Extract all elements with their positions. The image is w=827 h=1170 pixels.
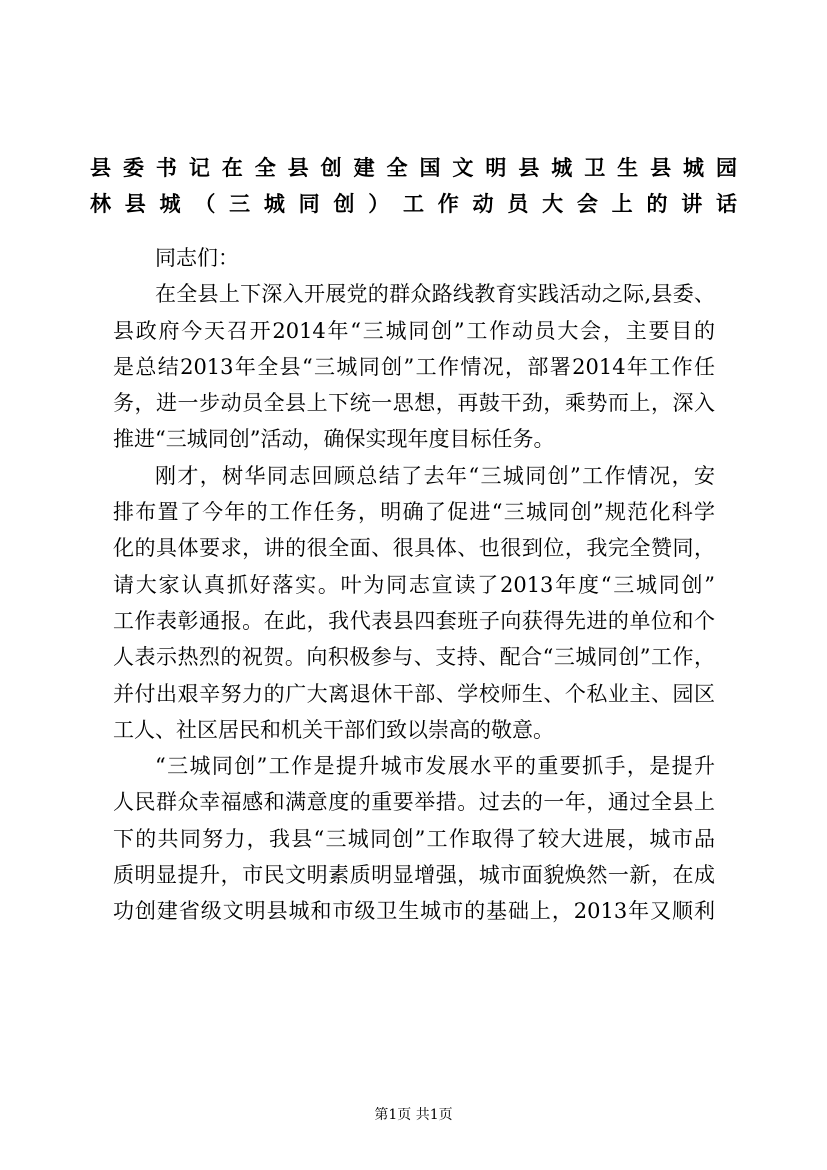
document-body	[113, 240, 715, 930]
paragraph-2-line-7: 并付出艰辛努力的广大离退休干部、学校师生、个私业主、园区	[113, 681, 715, 706]
paragraph-1-line-2: 县政府今天召开2014年“三城同创”工作动员大会，主要目的	[113, 318, 715, 343]
paragraph-3-line-5: 功创建省级文明县城和市级卫生城市的基础上，2013年又顺利	[113, 899, 715, 924]
paragraph-2-line-1: 刚才，树华同志回顾总结了去年“三城同创”工作情况，安	[155, 463, 715, 488]
paragraph-1-line-5: 推进“三城同创”活动，确保实现年度目标任务。	[113, 427, 555, 452]
paragraph-2-line-3: 化的具体要求，讲的很全面、很具体、也很到位，我完全赞同，	[113, 536, 715, 561]
title-line-1: 县委书记在全县创建全国文明县城卫生县城园	[90, 155, 737, 180]
paragraph-2-line-4: 请大家认真抓好落实。叶为同志宣读了2013年度“三城同创”	[113, 572, 715, 597]
paragraph-2-line-8: 工人、社区居民和机关干部们致以崇高的敬意。	[113, 717, 554, 742]
paragraph-3-line-2: 人民群众幸福感和满意度的重要举措。过去的一年，通过全县上	[113, 790, 715, 815]
paragraph-1-line-3: 是总结2013年全县“三城同创”工作情况，部署2014年工作任	[113, 354, 715, 379]
paragraph-1-line-1: 在全县上下深入开展党的群众路线教育实践活动之际,县委、	[155, 282, 715, 307]
paragraph-2-line-2: 排布置了今年的工作任务，明确了促进“三城同创”规范化科学	[113, 500, 715, 525]
paragraph-2-line-5: 工作表彰通报。在此，我代表县四套班子向获得先进的单位和个	[113, 608, 715, 633]
document-title	[90, 150, 737, 223]
page-number-footer: 第1页 共1页	[374, 1107, 453, 1123]
paragraph-2-line-6: 人表示热烈的祝贺。向积极参与、支持、配合“三城同创”工作，	[113, 645, 715, 670]
paragraph-3-line-3: 下的共同努力，我县“三城同创”工作取得了较大进展，城市品	[113, 826, 715, 851]
paragraph-3-line-1: “三城同创”工作是提升城市发展水平的重要抓手，是提升	[155, 754, 715, 779]
paragraph-3-line-4: 质明显提升，市民文明素质明显增强，城市面貌焕然一新，在成	[113, 863, 715, 888]
title-line-2: 林县城（三城同创）工作动员大会上的讲话	[90, 191, 737, 217]
salutation: 同志们：	[155, 246, 239, 270]
paragraph-1-line-4: 务，进一步动员全县上下统一思想，再鼓干劲，乘势而上，深入	[113, 391, 715, 416]
